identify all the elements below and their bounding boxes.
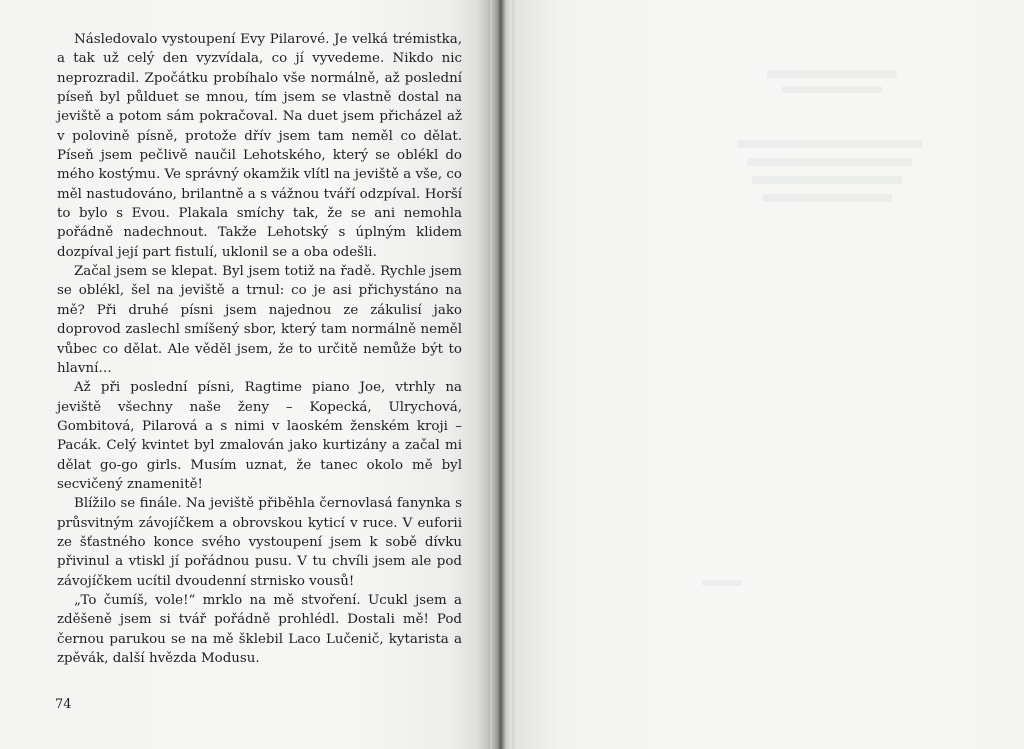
paragraph: „To čumíš, vole!“ mrklo na mě stvoření. Ucukl jsem a zděšeně jsem si tvář pořádně prohlédl. Dostali mě! Pod černou parukou se na mě šklebil Laco Lučenič, kytarista a zpěvák, další hvězda Modusu. <box>57 592 462 666</box>
page-number: 74 <box>55 697 72 712</box>
show-through-mark <box>767 70 897 78</box>
show-through-mark <box>762 194 892 202</box>
paragraph: Začal jsem se klepat. Byl jsem totiž na řadě. Rychle jsem se oblékl, šel na jeviště a trnul: co je asi přichystáno na mě? Při druhé písni jsem najednou ze zákulisí jako doprovod zaslechl smíšený sbor, který tam normálně neměl vůbec co dělat. Ale věděl jsem, že to určitě nemůže být to hlavní… <box>57 264 462 376</box>
show-through-mark <box>747 158 912 166</box>
show-through-mark <box>702 580 742 586</box>
paragraph: Až při poslední písni, Ragtime piano Joe, vtrhly na jeviště všechny naše ženy – Kopecká, Ulrychová, Gombitová, Pilarová a s nimi v laoském ženském kroji – Pacák. Celý kvintet byl zmalován jako kurtizány a začal mi dělat go-go girls. Musím uznat, že tanec okolo mě byl secvičený znamenitě! <box>57 380 462 492</box>
right-page-blank <box>512 0 1024 749</box>
show-through-mark <box>737 140 922 148</box>
book-gutter <box>476 0 516 749</box>
paragraph: Blížilo se finále. Na jeviště přiběhla černovlasá fanynka s průsvitným závojíčkem a obrovskou kyticí v ruce. V euforii ze šťastného konce svého vystoupení jsem k sobě dívku přivinul a vtiskl jí pořádnou pusu. V tu chvíli jsem ale pod závojíčkem ucítil dvoudenní strnisko vousů! <box>57 496 462 589</box>
left-page <box>0 0 490 749</box>
paragraph: Následovalo vystoupení Evy Pilarové. Je velká trémistka, a tak už celý den vyzvídala, co jí vyvedeme. Nikdo nic neprozradil. Zpočátku probíhalo vše normálně, až poslední píseň byl půlduet se mnou, tím jsem se vlastně dostal na jeviště a potom sám pokračoval. Na duet jsem přicházel až v polovině písně, protože dřív jsem tam neměl co dělat. Píseň jsem pečlivě naučil Lehotského, který se oblékl do mého kostýmu. Ve správný okamžik vlítl na jeviště a vše, co měl nastudováno, brilantně a s vážnou tváří odzpíval. Horší to bylo s Evou. Plakala smíchy tak, že se ani nemohla pořádně nadechnout. Takže Lehotský s úplným klidem dozpíval její part fistulí, uklonil se a oba odešli. <box>57 32 462 260</box>
show-through-mark <box>782 86 882 93</box>
show-through-mark <box>752 176 902 184</box>
body-text <box>57 30 462 668</box>
